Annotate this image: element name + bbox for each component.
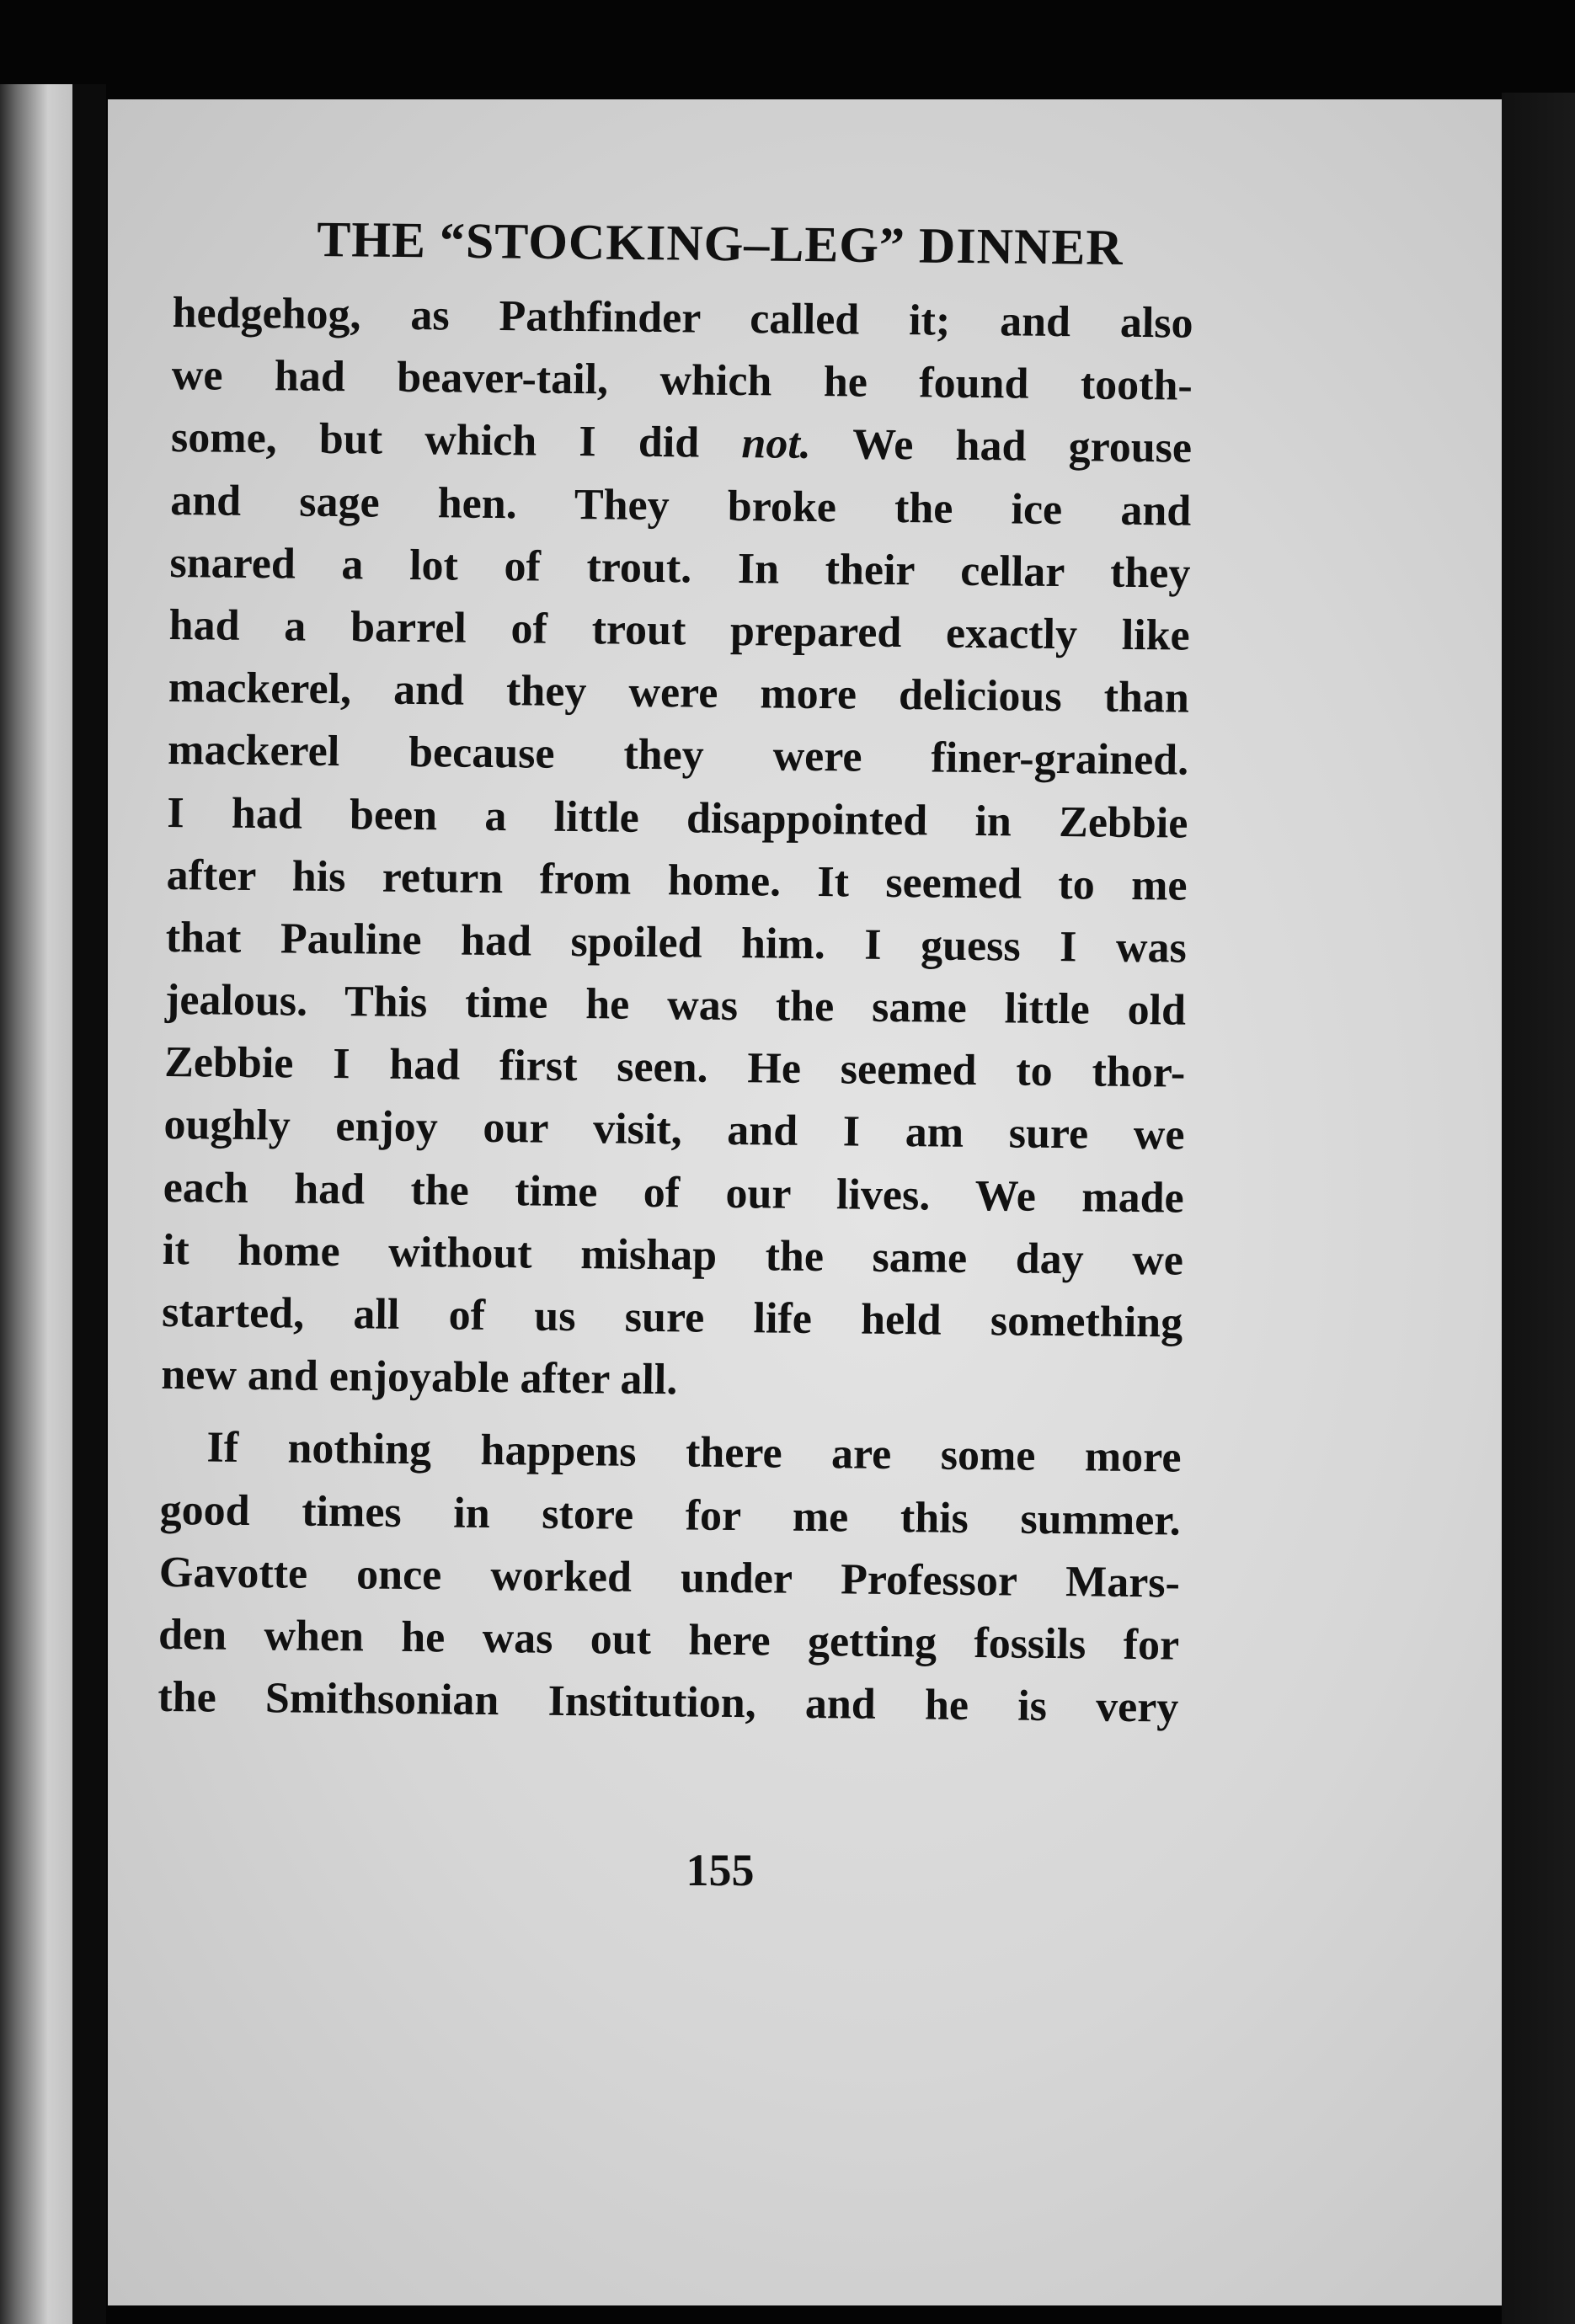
text-line: it home without mishap the same day we (162, 1225, 1184, 1285)
text-line: started, all of us sure life held something (161, 1287, 1183, 1347)
paragraph-first-line: If nothing happens there are some more (206, 1423, 1182, 1482)
text-segment: We had grouse (810, 420, 1193, 473)
right-page-border (1502, 93, 1575, 2324)
text-line: mackerel because they were finer-grained. (167, 726, 1189, 785)
text-line: jealous. This time he was the same little old (164, 976, 1187, 1035)
text-line: den when he was out here getting fossils for (158, 1610, 1180, 1670)
text-line: each had the time of our lives. We made (163, 1163, 1184, 1223)
text-line: I had been a little disappointed in Zebbie (167, 788, 1188, 848)
text-line: and sage hen. They broke the ice and (169, 476, 1192, 536)
text-line: snared a lot of trout. In their cellar they (169, 538, 1191, 598)
text-line: had a barrel of trout prepared exactly like (168, 600, 1190, 660)
text-line: oughly enjoy our visit, and I am sure we (163, 1101, 1185, 1160)
adjacent-page-edge (0, 84, 80, 2324)
text-segment: some, but which I did (170, 413, 700, 467)
text-line: mackerel, and they were more delicious than (168, 664, 1190, 722)
text-line: hedgehog, as Pathfinder called it; and also (172, 288, 1193, 348)
text-line-with-emphasis (171, 407, 1193, 480)
text-line: after his return from home. It seemed to me (166, 850, 1188, 910)
text-line: good times in store for me this summer. (159, 1485, 1181, 1545)
page-gutter-shadow (72, 84, 106, 2324)
page-body (158, 282, 1193, 1740)
text-line: Gavotte once worked under Professor Mars- (158, 1548, 1181, 1607)
page-number: 155 (686, 1845, 755, 1895)
text-line: we had beaver-tail, which he found tooth- (171, 351, 1193, 410)
paragraph-last-line: new and enjoyable after all. (161, 1351, 678, 1405)
emphasized-word: not. (741, 419, 812, 469)
running-head: THE “STOCKING–LEG” DINNER (316, 211, 1124, 276)
text-line: the Smithsonian Institution, and he is very (158, 1673, 1179, 1732)
text-line: that Pauline had spoiled him. I guess I was (165, 913, 1188, 973)
text-line: Zebbie I had first seen. He seemed to thor- (163, 1038, 1186, 1097)
